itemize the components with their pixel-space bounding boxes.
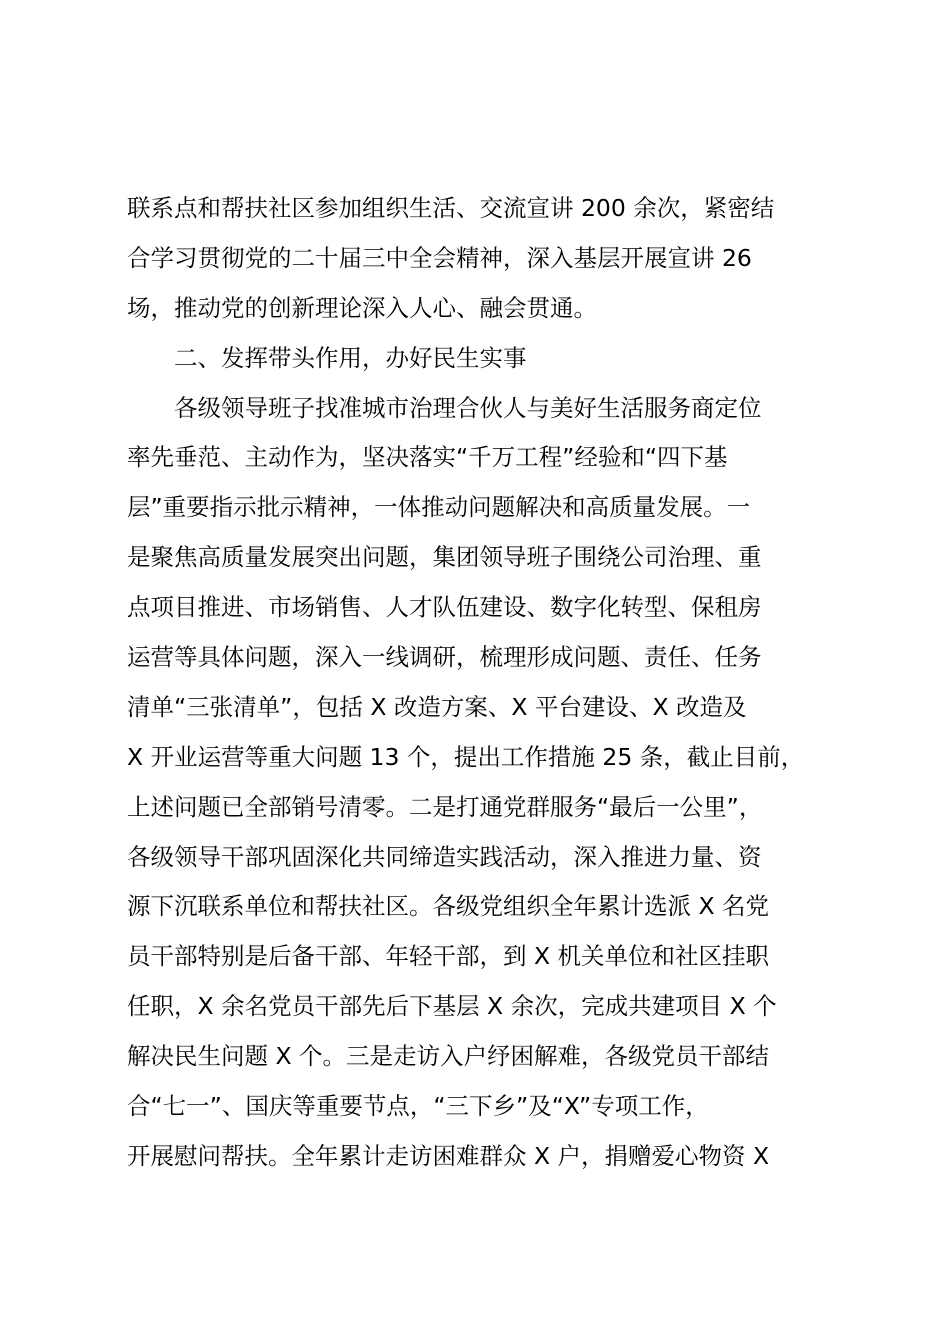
paragraph-first-line: 各级领导班子找准城市治理合伙人与美好生活服务商定位 [174,393,762,422]
text-line: 任职，X 余名党员干部先后下基层 X 余次，完成共建项目 X 个 [127,992,777,1021]
text-line: 场，推动党的创新理论深入人心、融会贯通。 [127,293,597,322]
text-line: 层”重要指示批示精神，一体推动问题解决和高质量发展。一 [127,493,751,522]
text-line: 率先垂范、主动作为，坚决落实“千万工程”经验和“四下基 [127,443,728,472]
text-line: 清单“三张清单”，包括 X 改造方案、X 平台建设、X 改造及 [127,692,747,721]
text-line: 解决民生问题 X 个。三是走访入户纾困解难，各级党员干部结 [127,1042,770,1071]
text-line: 是聚焦高质量发展突出问题，集团领导班子围绕公司治理、重 [127,543,762,572]
text-line: 运营等具体问题，深入一线调研，梳理形成问题、责任、任务 [127,643,762,672]
text-line: X 开业运营等重大问题 13 个，提出工作措施 25 条，截止目前， [127,742,805,771]
text-line: 开展慰问帮扶。全年累计走访困难群众 X 户，捐赠爱心物资 X [127,1141,770,1170]
text-line: 源下沉联系单位和帮扶社区。各级党组织全年累计选派 X 名党 [127,892,770,921]
text-line: 员干部特别是后备干部、年轻干部，到 X 机关单位和社区挂职 [127,942,770,971]
text-line: 上述问题已全部销号清零。二是打通党群服务“最后一公里”， [127,792,763,821]
text-line: 合学习贯彻党的二十届三中全会精神，深入基层开展宣讲 26 [127,243,752,272]
text-line: 合“七一”、国庆等重要节点，“三下乡”及“X”专项工作， [127,1092,709,1121]
body-text [127,184,857,1182]
text-line: 点项目推进、市场销售、人才队伍建设、数字化转型、保租房 [127,593,762,622]
text-line: 各级领导干部巩固深化共同缔造实践活动，深入推进力量、资 [127,842,762,871]
section-heading: 二、发挥带头作用，办好民生实事 [174,343,527,372]
text-line: 联系点和帮扶社区参加组织生活、交流宣讲 200 余次，紧密结 [127,194,775,222]
